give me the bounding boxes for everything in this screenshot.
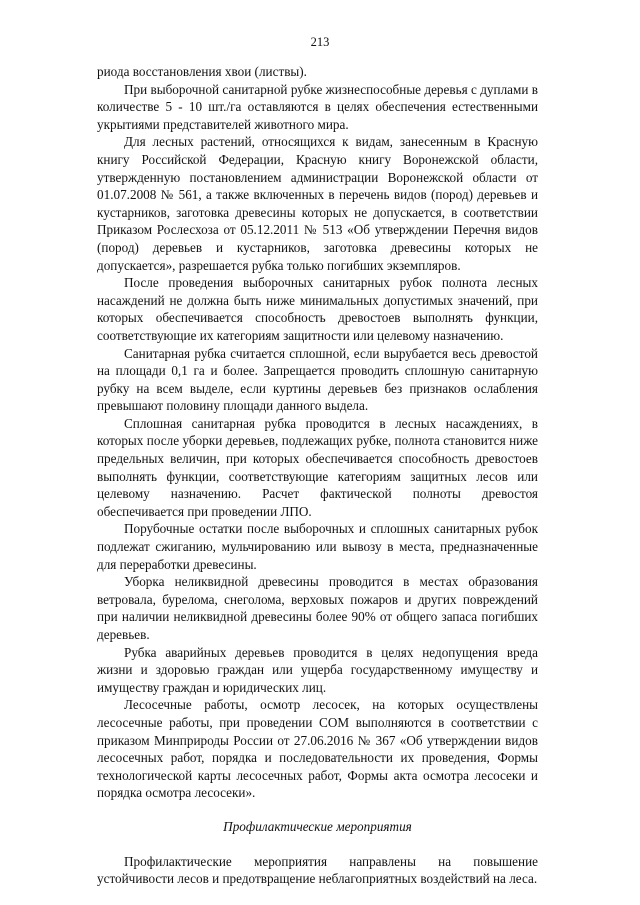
document-body [97, 63, 538, 888]
paragraph: Уборка неликвидной древесины проводится в местах образования ветровала, бурелома, снеголома, верховых пожаров и других повреждений при наличии неликвидной древесины более 90% от общего запаса погибших деревьев. [97, 574, 538, 642]
paragraph: Профилактические мероприятия направлены на повышение устойчивости лесов и предотвращение неблагоприятных воздействий на леса. [97, 853, 538, 887]
paragraph: Порубочные остатки после выборочных и сплошных санитарных рубок подлежат сжиганию, мульчированию или вывозу в места, предназначенные для переработки древесины. [97, 521, 538, 572]
paragraph: Санитарная рубка считается сплошной, если вырубается весь древостой на площади 0,1 га и более. Запрещается проводить сплошную санитарную рубку на всем выделе, если куртины деревьев без признаков ослабления превышают половину площади данного выдела. [97, 345, 538, 414]
paragraph: Лесосечные работы, осмотр лесосек, на которых осуществлены лесосечные работы, при проведении СОМ выполняются в соответствии с приказом Минприроды России от 27.06.2016 № 367 «Об утверждении видов лесосечных работ, порядка и последовательности их проведения, Формы технологической карты лесосечных работ, Формы акта осмотра лесосеки и порядка осмотра лесосеки». [97, 697, 538, 801]
paragraph: Сплошная санитарная рубка проводится в лесных насаждениях, в которых после уборки деревьев, подлежащих рубке, полнота становится ниже предельных величин, при которых обеспечивается способность древостоев выполнять функции, соответствующие категориям защитных лесов или целевому назначению. Расчет фактической полноты древостоя обеспечивается при проведении ЛПО. [97, 415, 538, 519]
paragraph: риода восстановления хвои (листвы). [97, 64, 307, 79]
page-number: 213 [310, 35, 330, 49]
paragraph: При выборочной санитарной рубке жизнеспособные деревья с дуплами в количестве 5 - 10 шт./га оставляются в целях обеспечения естественными укрытиями представителей животного мира. [97, 81, 538, 132]
paragraph: Рубка аварийных деревьев проводится в целях недопущения вреда жизни и здоровью граждан или ущерба государственному имуществу и имуществу граждан и юридических лиц. [97, 644, 538, 695]
section-heading: Профилактические мероприятия [223, 818, 412, 834]
paragraph: После проведения выборочных санитарных рубок полнота лесных насаждений не должна быть ниже минимальных допустимых значений, при которых обеспечивается способность древостоев выполнять функции, соответствующие их категориям защитности или целевому назначению. [97, 275, 538, 343]
paragraph: Для лесных растений, относящихся к видам, занесенным в Красную книгу Российской Федерации, Красную книгу Воронежской области, утвержденную постановлением администрации Воронежской области от 01.07.2008 № 561, а также включенных в перечень видов (пород) деревьев и кустарников, заготовка древесины которых не допускается, в соответствии Приказом Рослесхоза от 05.12.2011 № 513 «Об утверждении Перечня видов (пород) деревьев и кустарников, заготовка древесины которых не допускается», разрешается рубка только погибших экземпляров. [97, 134, 538, 273]
